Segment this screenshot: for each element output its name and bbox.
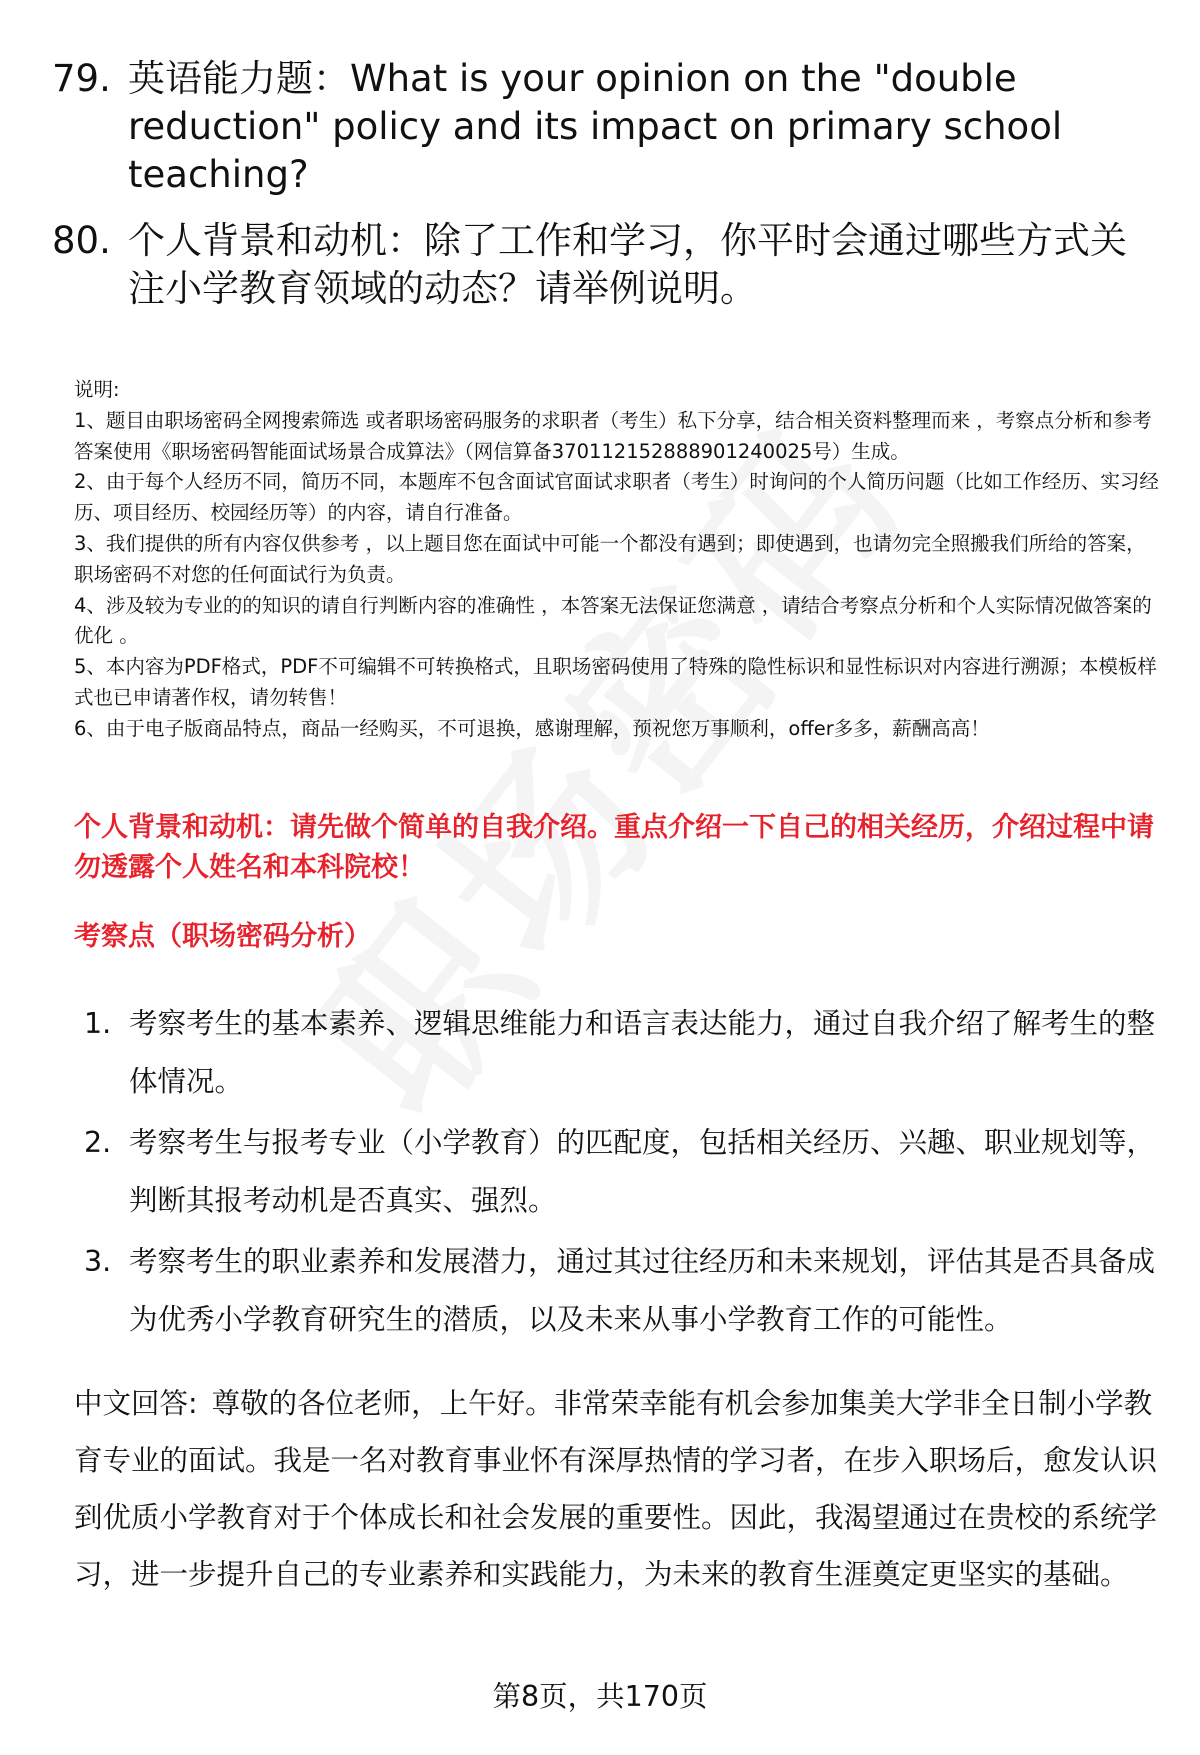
- note-item: 5、本内容为PDF格式，PDF不可编辑不可转换格式，且职场密码使用了特殊的隐性标识和显性标识对内容进行溯源；本模板样式也已申请著作权，请勿转售！: [74, 655, 1157, 709]
- answer-label: 中文回答:: [74, 1387, 198, 1420]
- question-number: 79.: [52, 57, 111, 100]
- answer-paragraph: [74, 1375, 1159, 1603]
- analysis-point: [84, 1114, 1164, 1230]
- point-text: 考察考生的基本素养、逻辑思维能力和语言表达能力，通过自我介绍了解考生的整体情况。: [129, 1007, 1156, 1098]
- notes-title: 说明:: [74, 378, 120, 401]
- note-item: 1、题目由职场密码全网搜索筛选 或者职场密码服务的求职者（考生）私下分享，结合相关资料整理而来 ，考察点分析和参考答案使用《职场密码智能面试场景合成算法》（网信算备370112152888901240025号）生成。: [74, 408, 1152, 463]
- point-text: 考察考生的职业素养和发展潜力，通过其过往经历和未来规划，评估其是否具备成为优秀小学教育研究生的潜质，以及未来从事小学教育工作的可能性。: [129, 1245, 1156, 1336]
- analysis-point: [84, 1233, 1164, 1349]
- answer-text: 尊敬的各位老师，上午好。非常荣幸能有机会参加集美大学非全日制小学教育专业的面试。我是一名对教育事业怀有深厚热情的学习者，在步入职场后，愈发认识到优质小学教育对于个体成长和社会发展的重要性。因此，我渴望通过在贵校的系统学习，进一步提升自己的专业素养和实践能力，为未来的教育生涯奠定更坚实的基础。: [74, 1387, 1158, 1591]
- note-item: 2、由于每个人经历不同，简历不同，本题库不包含面试官面试求职者（考生）时询问的个人简历问题（比如工作经历、实习经历、项目经历、校园经历等）的内容，请自行准备。: [74, 470, 1159, 525]
- question-text: 个人背景和动机：除了工作和学习，你平时会通过哪些方式关注小学教育领域的动态？请举例说明。: [128, 219, 1127, 310]
- point-text: 考察考生与报考专业（小学教育）的匹配度，包括相关经历、兴趣、职业规划等，判断其报考动机是否真实、强烈。: [129, 1126, 1156, 1217]
- question-text: 英语能力题：What is your opinion on the "double reduction" policy and its impact on primary school teaching?: [128, 57, 1063, 196]
- note-item: 3、我们提供的所有内容仅供参考 ，以上题目您在面试中可能一个都没有遇到；即使遇到，也请勿完全照搬我们所给的答案，职场密码不对您的任何面试行为负责。: [74, 531, 1146, 586]
- analysis-heading: 考察点（职场密码分析）: [74, 921, 371, 952]
- note-item: 4、涉及较为专业的的知识的请自行判断内容的准确性 ，本答案无法保证您满意 ，请结合考察点分析和个人实际情况做答案的优化 。: [74, 593, 1152, 648]
- page-footer: 第8页，共170页: [492, 1680, 708, 1713]
- question-80: [52, 217, 1152, 313]
- point-number: 3.: [84, 1245, 112, 1278]
- point-number: 1.: [84, 1007, 112, 1040]
- question-79: [52, 55, 1152, 199]
- analysis-points: [84, 995, 1164, 1352]
- analysis-point: [84, 995, 1164, 1111]
- point-number: 2.: [84, 1126, 112, 1159]
- highlight-question: 个人背景和动机：请先做个简单的自我介绍。重点介绍一下自己的相关经历，介绍过程中请勿透露个人姓名和本科院校！: [74, 812, 1154, 883]
- note-item: 6、由于电子版商品特点，商品一经购买，不可退换，感谢理解，预祝您万事顺利，offer多多，薪酬高高！: [74, 716, 990, 740]
- notes-section: [74, 375, 1159, 745]
- question-number: 80.: [52, 219, 111, 262]
